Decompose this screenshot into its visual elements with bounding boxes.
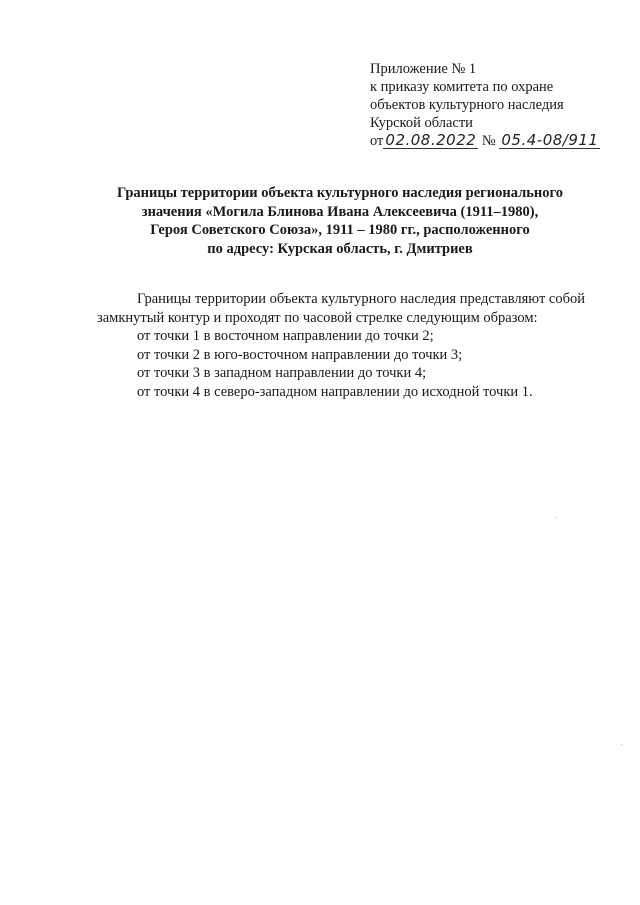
appendix-region-line: Курской области xyxy=(370,115,473,131)
document-body xyxy=(97,290,585,401)
appendix-header xyxy=(370,60,630,150)
appendix-order-line: к приказу комитета по охране xyxy=(370,79,554,95)
title-line-3: Героя Советского Союза», 1911 – 1980 гг., расположенного xyxy=(150,222,530,238)
handwritten-number: 05.4-08/911 xyxy=(501,131,599,149)
boundary-item-3: от точки 3 в западном направлении до точки 4; xyxy=(137,365,427,381)
from-label: от xyxy=(370,133,384,149)
handwritten-date: 02.08.2022 xyxy=(385,131,477,149)
document-title xyxy=(90,184,590,258)
boundary-item-1: от точки 1 в восточном направлении до точки 2; xyxy=(137,328,434,344)
title-line-4: по адресу: Курская область, г. Дмитриев xyxy=(207,240,473,257)
title-line-1: Границы территории объекта культурного наследия регионального xyxy=(117,185,563,201)
appendix-title: Приложение № 1 xyxy=(370,61,477,77)
number-label: № xyxy=(481,133,496,149)
boundary-item-2: от точки 2 в юго-восточном направлении до точки 3; xyxy=(137,346,463,363)
intro-paragraph: Границы территории объекта культурного наследия представляют собой замкнутый контур и проходят по часовой стрелке следующим образом: xyxy=(97,291,585,326)
scan-speck xyxy=(621,744,622,745)
appendix-date-number-line xyxy=(370,132,630,150)
title-line-2: значения «Могила Блинова Ивана Алексеевича (1911–1980), xyxy=(141,203,539,220)
appendix-committee-line: объектов культурного наследия xyxy=(370,97,564,113)
scan-speck xyxy=(556,517,557,518)
boundary-item-4: от точки 4 в северо-западном направлении до исходной точки 1. xyxy=(137,383,533,400)
